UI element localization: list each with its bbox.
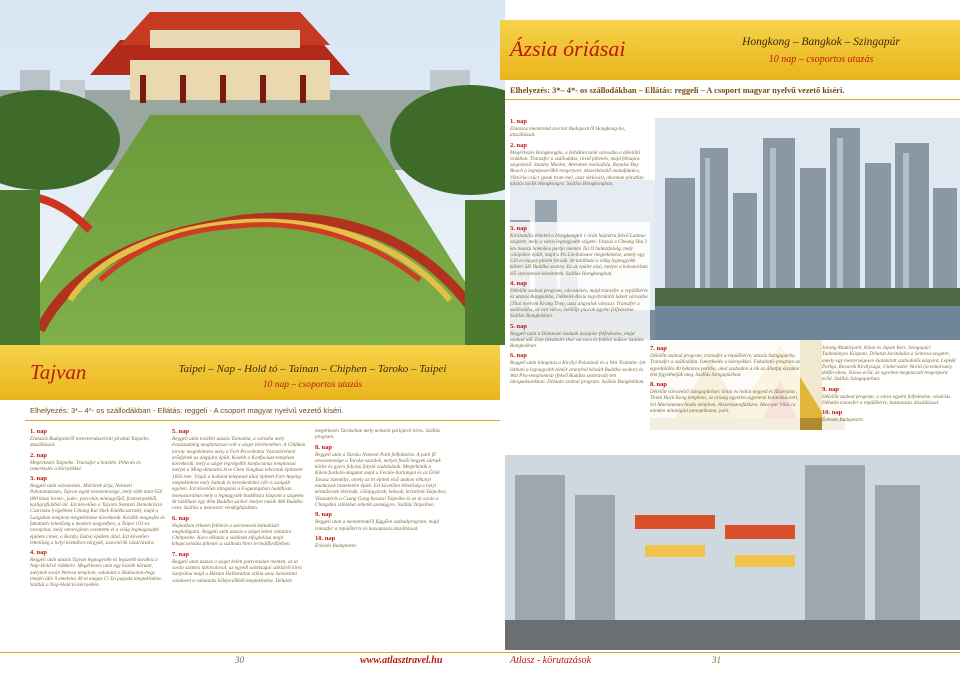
itinerary-day: 2. nap Megérkezés Hongkongba, a felhőkarcolók városába a délelőtti órákban. Transzfer a szállodába, rövid pihenés, majd félnapos szigetnéző. Stanley Market, Aberdeen halászfalu, Repulse Bay Beach a legnépszerűbb tengerpart, ékszerkészítő manufaktúra, Viktória-csúcs (peak tram-mel, azaz siklóval), ahonnan páratlan kilátás nyílik Hongkongra. Szállás Hongkongban. — [510, 141, 644, 188]
singapore-skyline-photo — [655, 118, 960, 340]
itinerary-day: 7. nap Reggeli után utazás a sziget keleti partvonalán mentén, az út során számos látnivalóval, az egyedi adottságai szikláról híres Sanyeilou majd a Hárum Halbatatlan szikla azaz Sansientai valament a valamints kőlépcsőkből megtekintése. Délután — [172, 550, 303, 584]
page-number-right: 31 — [712, 655, 721, 665]
taiwan-memorial-photo — [0, 0, 505, 345]
itinerary-day: 3. nap Kirándulás érkeléd a Hongkongtól 1 órán hajóútra fekvő Lantau-szigetre, mely a város legnagyobb szigete. Utazás a Cheung Sha 2 km hosszú homokos partja mentén Tai O halászfaluig, mely cölöpökre épült, majd a Po Lin-kolostor megtekintése, amely egy 520 m magas platón fekszik. Itt található a világ legnagyobb kültéri ülő Buddha szobra. Ez az épület alsó, melyet a kolostorban élő szerzetesek készítettek. Szállás Hongkongban. — [510, 225, 648, 277]
itinerary-day: 3. nap Reggeli után városnézés: Mártírok sírja, Nemzeti Palotamúzeum, Tajvan egyik nevezetessége, mely több mint 650 000 kínai bronz-, jade-, porcelán mintagyűjtő, festményekből, kalligráfiákból áll. Ezt követően a Tajvani Nemzeti Demokrácia Csarnoka (régebben Chiang Kai Shek Emlékcsarnok), majd a Lungshan templom megtekintése következik. Később magasfes és fakultatív lehetőség a modern negyedben, a Taipei 101-es toronyhoz, mely nemrégiben vezettette el a világ legmagasabb épülete címet, a Bardzy Dubai épülete által. Ezt követően lehetőség a helyi kézműves tárgyak, szuvenírök vásárlására. — [30, 475, 165, 546]
itinerary-day: 9. nap Reggeli után a menetrendről függően szabadprogram, majd transzfer a repülőtérre és hazautazás átszállással. — [315, 511, 439, 532]
asia-info-divider — [505, 99, 960, 100]
itinerary-day: 5. nap Reggeli után a Damnoen Saduak úszópiac felfedezése, majd szabad idő. Este fakultatív thai vacsora és folklór műsor. Szállás Bangkokban. — [510, 322, 644, 350]
itinerary-day: 6. nap Hajnalban érkezés felbérle a szerzetesek kántálását meghallgatni. Reggeli után utazás a sziget keleti oldalára Chihpenbe. Kora délután a szálloda elfoglalása majd kikapcsolódás pihenés a szálloda híres termálfürdőjében. — [172, 514, 292, 548]
itinerary-day: 4. nap Reggeli után utazás Tajvan legnagyobb és legszebb tavához a Nap-Hold tó vidékére. Megérkezés után egy kisebb körutat, melynek során Wenwu templom, valamint a Shaboalan-hegy tetején álló 9 emeletes 46 m magas Ci En pagoda megtekintése. Szállás a Nap-Hold tó környékén. — [30, 549, 163, 589]
taiwan-title: Tajvan — [30, 360, 87, 384]
itinerary-day: 8. nap Délelőtt városnéző Szingapúrban: kínai és indiai negyed és fűszerpiac, Thian Hock Keng templom, az ország egyetlen egyetemi botanikus kert, Sri Mariamman hindu templom, ékszermanufaktúra. Haw par Villa ca minden mitológiai panoptikuma, park. — [650, 381, 799, 415]
taiwan-itinerary-col1 — [30, 425, 165, 650]
itinerary-day: 10. nap Érkezés Budapestre. — [315, 534, 358, 549]
itinerary-day: 6. nap Reggeli után látogatás a Királyi Palotánál és a Wat Traimitn- (itt látható a legnagyobb tömör aranyból készült Buddha szobor) és Wat Pho-templomnál (fekvő Buddha szobrával) tett látogatásunkban. Délután szabad program. Szállás Bangkokban. — [510, 352, 646, 386]
itinerary-day: 1. nap Elutazás Budapestről menetrendszerinti járattal Taipeibe, átszállással. — [30, 428, 150, 449]
itinerary-day: 1. nap Elutazás menetrend szerinti Budapestről Hongkong-ba, átszállással. — [510, 118, 626, 139]
taiwan-itinerary-col3 — [315, 425, 450, 650]
itinerary-day: 5. nap Reggeli után további utazás Tainanba, a városba mely évszázadokig meghatározó volt a sziget történetében. A Chihkan torony megtekintése mely a Fort Providentia Várostörténeti erődjének az alapjára épült. Kisebb a Konfuciusz-templom következik, mely a sziget legrégebbi konfuciánus templomai melyet a Ming-dinasztia híve Chen Yonghua lebornak építtetett 1665-ben. Végül a holland telepesek által építtett Fort Anping megtekintése mely hatnak és kereskedelmi célt is szolgált egyben. Ezt követően látogatás a Foguangshan buddhista monostorában mely a legnagyobb buddhista központ a szigeten. Itt található egy 40m Buddha szobor melyet másik 480 Buddha ovez. Szállás a monostor vendégházában. — [172, 428, 306, 512]
taiwan-info-line: Elhelyezés: 3*– 4*- os szállodákban - Ellátás: reggeli - A csoport magyar nyelvű vezető kíséri. — [30, 406, 344, 415]
taiwan-info-divider — [25, 420, 500, 421]
asia-title: Ázsia óriásai — [510, 36, 626, 61]
itinerary-day: 2. nap Megérkezés Taipeibe. Transzfer a hotelbe. Pihenés és ismerkedés a környékkel. — [30, 451, 141, 472]
taiwan-itinerary-col2 — [172, 425, 307, 650]
itinerary-day: 10. nap Érkezés Budapestre. — [822, 409, 865, 424]
page-number-left: 30 — [235, 655, 244, 665]
asia-info-line: Elhelyezés: 3*– 4*- os szállodákban – Ellátás: reggeli – A csoport magyar nyelvű vezető kíséri. — [510, 86, 845, 95]
asia-itinerary-col1b — [510, 222, 650, 452]
itinerary-day: 8. nap Reggeli után a Taroko Nemzeti Park felfedezése. A park fő nevezetessége a Taroko-szurdok, melyet festői hegyek zárnak körbe és gyors folyású folyók szabdalnak. Megtekintik a Kilencforduló-alagutat majd a Fecske-barlangot és az Örök Tavasz Szentélyt, amely az itt épített első utakon elhunyt munkások tiszteletére épült. Ezt követően lehetőség a helyi kézművesek (kermák, cölöpgyárak, kokouk, kristárok-Taipeibe). Visszatérés a Csung Gong busszal Taipeibe és az út során a Chingshui sziklákat vehetik szemügyre. Szállás Taipeiben. — [315, 443, 447, 508]
itinerary-day: 4. nap Délelőtt szabad program, városnézés, majd transzfer a repülőtérre és utazás Bangkokba, Délkelet-Ázsia legvibrálóbb lakott városába. (Thai nyelven Krung Thep, azaz angyalok városa). Transzfer a szállodába, az esti város, ízelítője piacok egyéni felfedezése. Szállás Bangkokban. — [510, 280, 649, 320]
itinerary-day: 9. nap Délelőtt szabad program, a város egyéni felfedezése, vásárlás. Délután transzfer a repülőtérre, hazautazás átszállással. — [822, 385, 952, 407]
itinerary-day: Jurong Madárpark, Kínai és Japán Kert, Szingapúri Tudományos Központ. Délután kirándulás a Sentosa-szigetre, amely egy mesterségesen kialakított szabadidős központ. Lepkék Parkja, Rovarok Királysága, Underwater World (óceánárium), delfin-show, Siloso-erőd, az egyetlen megmaradt tengerparti erőd. Szállás Szingapúrban. — [822, 345, 956, 383]
itinerary-day: megérkezés Tarokoban mely nemzeti parkjáról híres. Szállás program. — [315, 428, 441, 441]
taiwan-route: Taipei – Nap - Hold tó – Tainan – Chiphen – Taroko – Taipei — [178, 363, 447, 375]
asia-route: Hongkong – Bangkok – Szingapúr — [742, 36, 900, 48]
footer-divider — [0, 652, 960, 653]
taiwan-duration: 10 nap – csoportos utazás — [262, 380, 363, 390]
itinerary-day: 7. nap Délelőtt szabad program, transzfer a repülőtérre, utazás Szingapúrba. Transzfer a szállodába. Ismerkedés a környékkel. Fakultatív program az egyedülálló 40 hektáros parkba, ahol szabadon ú zik az állatfaj éjszakai élet figyelhetjük meg. Szállás Szingapúrban. — [650, 345, 800, 378]
asia-duration: 10 nap – csoportos utazás — [768, 54, 874, 65]
brand-footer: Atlasz - körutazások — [510, 655, 592, 666]
bangkok-street-photo — [505, 455, 960, 650]
website-link[interactable]: www.atlasztravel.hu — [360, 655, 443, 666]
